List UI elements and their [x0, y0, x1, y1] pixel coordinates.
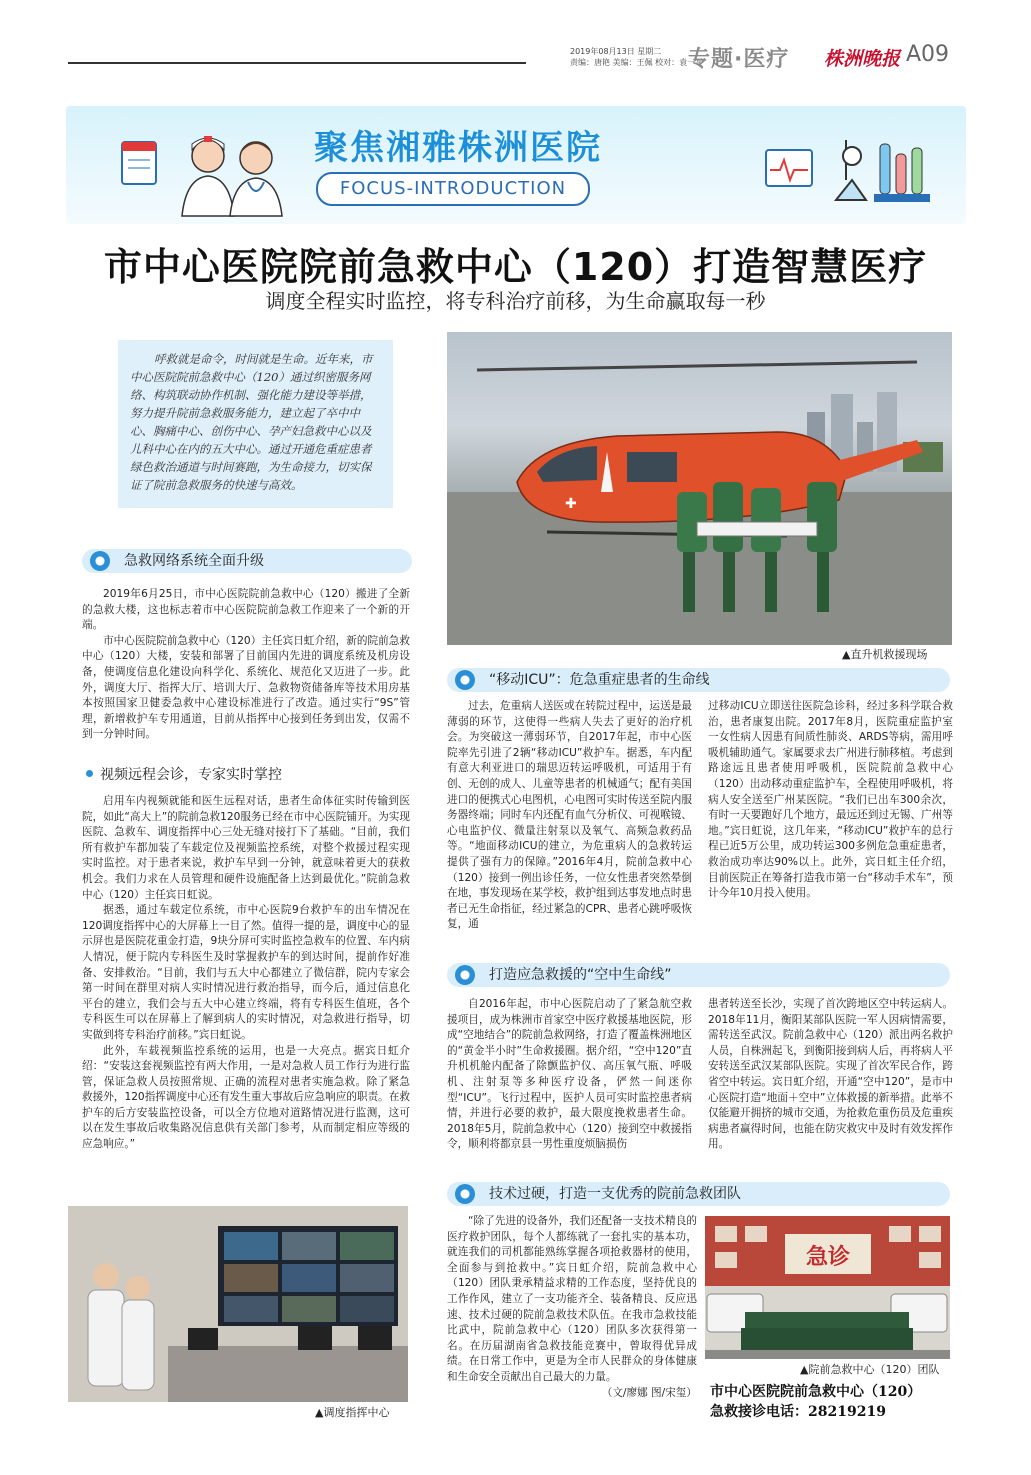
header-rule: [68, 62, 526, 64]
dispatch-center-photo: [68, 1206, 408, 1402]
dispatch-scene: [68, 1206, 408, 1402]
feature-banner: [66, 106, 966, 224]
section4-column-2: 患者转送至长沙，实现了首次跨地区空中转运病人。2018年11月，衡阳某部队医院一军人因病情需要，需转送至武汉。院前急救中心（120）派出两名救护人员，自株洲起飞，到衡阳接到病人后，再将病人平安转送至武汉某部队医院。实现了首次军民合作，跨省空中转运。宾日虹介绍，开通“空中120”，是市中心医院打造“地面＋空中”立体救援的新举措。此举不仅能避开拥挤的城市交通，为抢救危重伤员及危重疾病患者赢得时间，也能在防灾救灾中及时有效发挥作用。: [708, 998, 953, 1151]
page-number: A09: [906, 42, 950, 67]
headline: 市中心医院院前急救中心（120）打造智慧医疗: [103, 245, 928, 289]
section-bullet-icon: [86, 770, 93, 777]
team-caption: ▲院前急救中心（120）团队: [800, 1363, 940, 1376]
section-network-upgrade: 急救网络系统全面升级: [82, 549, 412, 573]
section-bullet-icon: [90, 551, 110, 571]
section5-body: “除了先进的设备外，我们还配备一支技术精良的医疗救护团队，每个人都练就了一套扎实的基本功，就连我们的司机都能熟练掌握各项抢救器材的使用，全面参与到抢救中。”宾日虹介绍，院前急救中心（120）团队秉承精益求精的工作态度，坚持优良的工作作风，建立了一支功能齐全、装备精良、反应迅速、技术过硬的院前急救技术队伍。在我市急救技能比武中，院前急救中心（120）团队多次获得第一名。在历届湖南省急救技能竞赛中，曾取得优异成绩。在日常工作中，更是为全市人民群众的身体健康和生命安全贡献出自己最大的力量。 （文/廖娜 图/宋玺）: [447, 1214, 697, 1401]
team-scene: [705, 1216, 950, 1359]
lab-equipment-icon: [756, 120, 956, 220]
subheadline: 调度全程实时监控，将专科治疗前移，为生命赢取每一秒: [265, 289, 766, 313]
medical-staff-icon: [116, 120, 306, 220]
helicopter-scene: [447, 332, 952, 645]
section-video-consultation: 视频远程会诊，专家实时掌控: [86, 764, 282, 784]
banner-subtitle: FOCUS-INTRODUCTION: [316, 172, 590, 206]
emergency-sign: 急诊: [805, 1245, 851, 1270]
helicopter-photo: [447, 332, 952, 645]
svg-text:✚: ✚: [565, 496, 577, 512]
article-credit: （文/廖娜 图/宋玺）: [601, 1386, 697, 1399]
section-bullet-icon: [455, 965, 475, 985]
issue-date: 2019年08月13日 星期二: [570, 47, 662, 56]
section-label: 专题·医疗: [688, 47, 790, 72]
dispatch-caption: ▲调度指挥中心: [315, 1406, 390, 1419]
section-team: 技术过硬，打造一支优秀的院前急救团队: [447, 1182, 950, 1206]
section3-column-2: 过移动ICU立即送往医院急诊科，经过多科学联合救治，患者康复出院。2017年8月，医院重症监护室一女性病人因患有间质性肺炎、ARDS等病，需用呼吸机辅助通气。家属要求去广州进行肺移植。考虑到路途远且患者使用呼吸机，医院院前急救中心（120）出动移动重症监护车，全程使用呼吸机，将病人安全送至广州某医院。“我们已出车300余次，有时一天要跑好几个地方，最远还到过无锡、广州等地。”宾日虹说，这几年来，“移动ICU”救护车的总行程已近5万公里，成功转运300多例危急重症患者，救治成功率达90%以上。此外，宾日虹主任介绍，目前医院正在筹备打造我市第一台“移动手术车”，预计今年10月投入使用。: [708, 700, 953, 900]
hotline-phone: 急救接诊电话：28219219: [710, 1404, 886, 1420]
section3-column-1: 过去，危重病人送医或在转院过程中，运送是最薄弱的环节，这使得一些病人失去了更好的治疗机会。为突破这一薄弱环节，自2017年起，市中心医院率先引进了2辆“移动ICU”救护车。据悉，车内配有意大利亚进口的瑞思迈转运呼吸机，可适用于有创、无创的成人、儿童等患者的机械通气；配有美国进口的便携式心电图机，心电图可实时传送至院内服务器终端；同时车内还配有血气分析仪、可视喉镜、心电监护仪、微量注射泵以及氧气、高频急救药品等。“地面移动ICU的建立，为危重病人的急救转运提供了强有力的保障。”2016年4月，院前急救中心（120）接到一例出诊任务，一位女性患者突然晕倒在地，事发现场在某学校，救护组到达事发地点时患者已无生命指征，经过紧急的CPR、患者心跳呼吸恢复，通: [447, 700, 692, 931]
helicopter-caption: ▲直升机救援现场: [842, 648, 928, 661]
team-photo: [705, 1216, 950, 1359]
section-bullet-icon: [455, 1184, 475, 1204]
section-bullet-icon: [455, 670, 475, 690]
editor-credits: 责编：唐艳 美编：王佩 校对：袁一平: [570, 58, 704, 67]
hotline-name: 市中心医院院前急救中心（120）: [710, 1384, 922, 1400]
newspaper-logo: 株洲晚报: [824, 48, 901, 70]
section4-column-1: 自2016年起，市中心医院启动了了紧急航空救援项目，成为株洲市首家空中医疗救援基地医院，形成“空地结合”的院前急救网络，打造了覆盖株洲地区的“黄金半小时”生命救援圈。据介绍，“空中120”直升机机舱内配备了除颤监护仪、高压氧气瓶、呼吸机、注射泵等多种医疗设备，俨然一间迷你型“ICU”。飞行过程中，医护人员可实时监控患者病情，并进行必要的救护，最大限度挽救患者生命。2018年5月，院前急救中心（120）接到空中救援指令，顺利将都京县一男性重度烦脑损伤: [447, 998, 692, 1151]
section-mobile-icu: “移动ICU”：危急重症患者的生命线: [447, 668, 950, 692]
section2-body: 启用车内视频就能和医生远程对话，患者生命体征实时传输到医院，如此“高大上”的院前急救120服务已经在市中心医院铺开。为实现医院、急救车、调度指挥中心三处无缝对接打下了基础。“目前，我们所有救护车都加装了车载定位及视频监控系统，对整个救援过程实现实时监控。对于患者来说，救护车早到一分钟，就意味着更大的获救机会。我们力求在人员管理和硬件设施配备上达到最优化。”院前急救中心（120）主任宾日虹说。 据悉，通过车载定位系统，市中心医院9台救护车的出车情况在120调度指挥中心的大屏幕上一目了然。值得一提的是，调度中心的显示屏也是医院花重金打造，9块分屏可实时监控急救车的位置、车内病人情况，便于院内专科医生及时掌握救护车的到达时间，提前作好准备、安排救治。“目前，我们与五大中心都建立了微信群，院内专家会第一时间在群里对病人实时情况进行救治指导，而今后，通过信息化平台的建立，我们会与五大中心建立终端，将有专科医生值班，各个专科医生可以在屏幕上了解到病人的实时情况，对急救进行指导，切实做到将专科治疗前移。”宾日虹说。 此外，车载视频监控系统的运用，也是一大亮点。据宾日虹介绍：“安装这套视频监控有两大作用，一是对急救人员工作行为进行监管，保证急救人员按照常规、正确的流程对患者实施急救。除了紧急救援外，120指挥调度中心还有发生重大事故后应急响应的职责。在救护车的后方安装监控设备，可以全方位地对道路情况进行监测，这可以在发生事故后收集路况信息供有关部门参考，从而制定相应等级的应急响应。”: [82, 795, 410, 1151]
section-air-lifeline: 打造应急救援的“空中生命线”: [447, 963, 950, 987]
banner-title: 聚焦湘雅株洲医院: [314, 128, 602, 168]
lead-paragraph: 呼救就是命令，时间就是生命。近年来，市中心医院院前急救中心（120）通过织密服务网络、构筑联动协作机制、强化能力建设等举措，努力提升院前急救服务能力，建立起了卒中中心、胸痛中心、创伤中心、孕产妇急救中心以及儿科中心在内的五大中心。通过开通危重症患者绿色救治通道与时间赛跑，为生命接力，切实保证了院前急救服务的快速与高效。: [118, 340, 393, 508]
section1-body: 2019年6月25日，市中心医院院前急救中心（120）搬进了全新的急救大楼，这也标志着市中心医院院前急救工作迎来了一个新的开端。 市中心医院院前急救中心（120）主任宾日虹介绍，新的院前急救中心（120）大楼，安装和部署了目前国内先进的调度系统及机房设备，使调度信息化建设向科学化、系统化、规范化又迈进了一步。此外，调度大厅、指挥大厅、培训大厅、急救物资储备库等技术用房基本按照国家卫健委急救中心建设标准进行了改造。通过实行“9S”管理，新增救护车专用通道，目前从指挥中心接到任务到出发，仅需不到一分钟时间。: [82, 588, 410, 741]
